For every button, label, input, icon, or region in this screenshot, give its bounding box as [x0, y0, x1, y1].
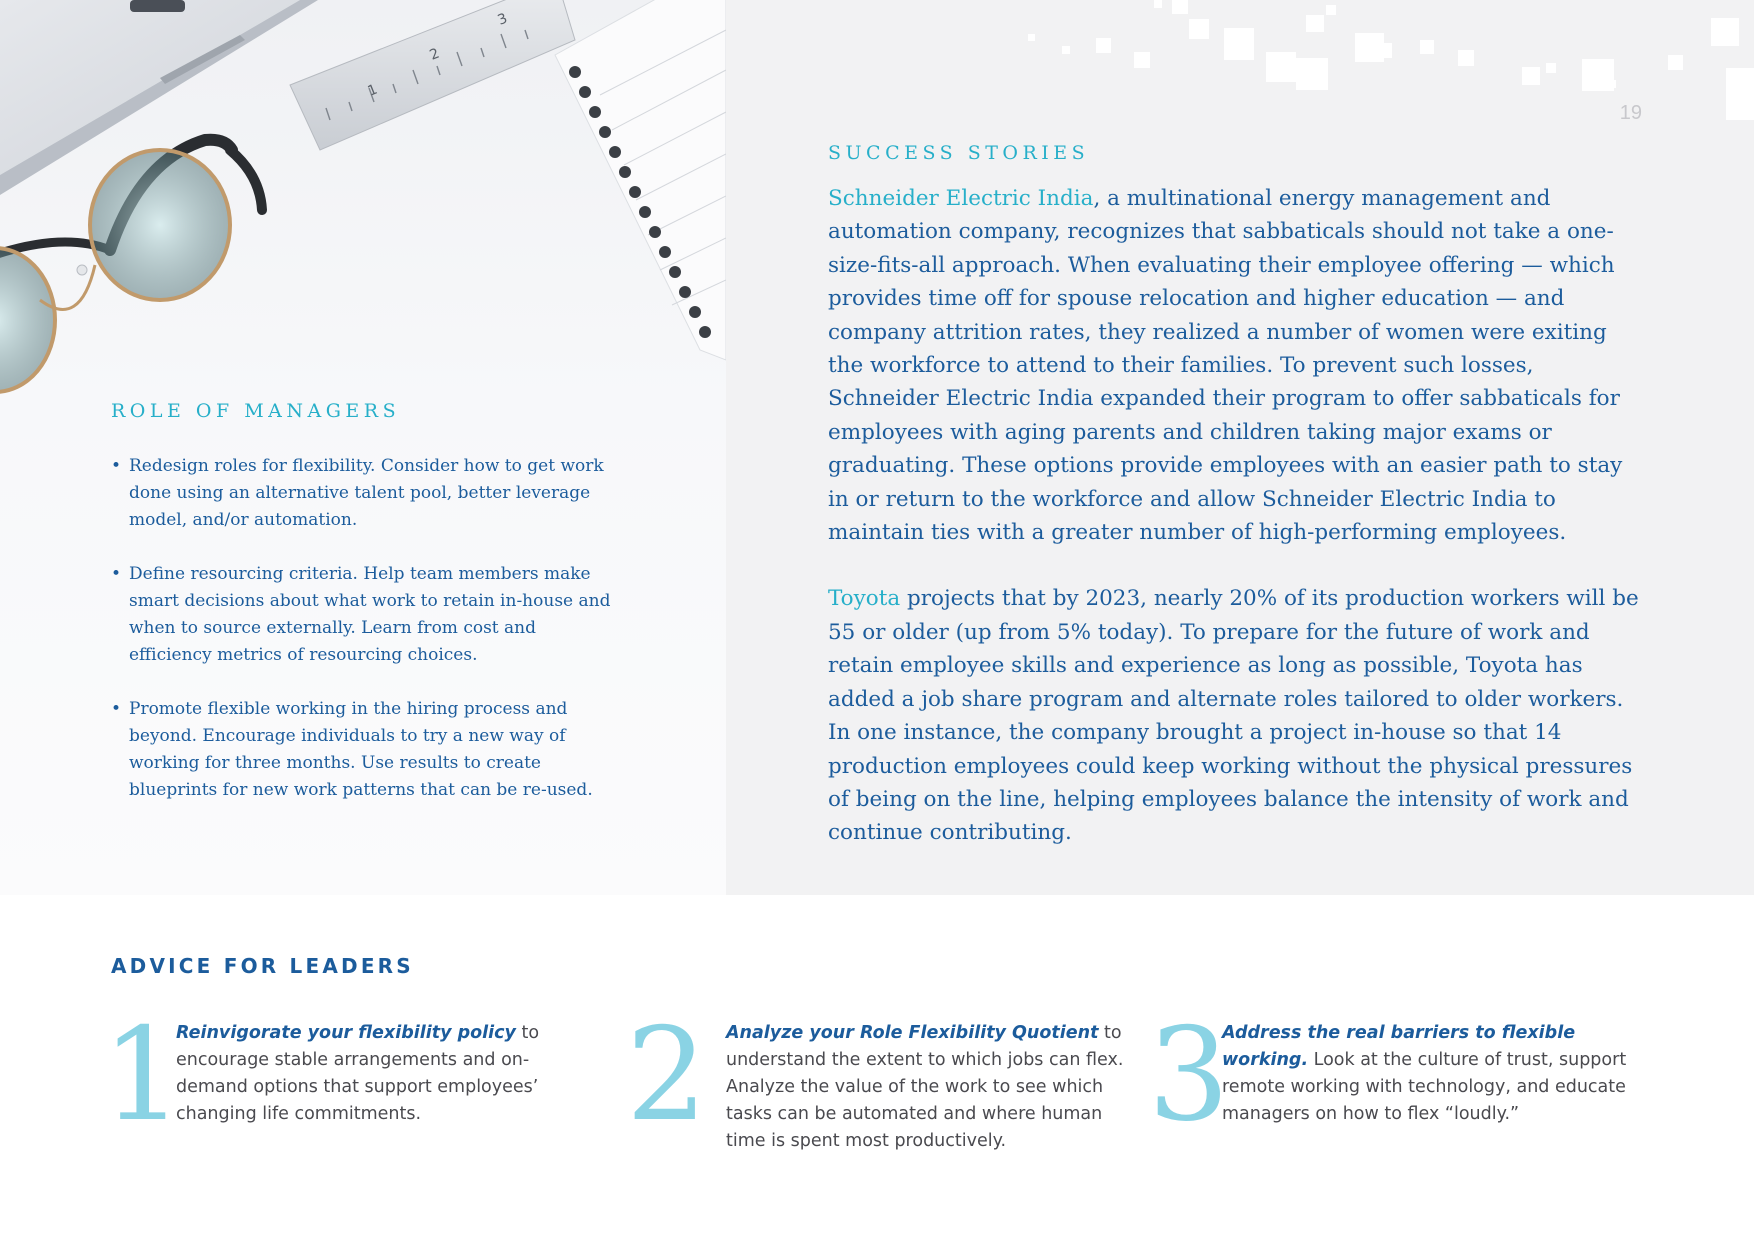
tip-number: 3: [1148, 1001, 1230, 1150]
notebook: [555, 0, 726, 360]
role-of-managers-section: [111, 400, 611, 831]
tip-body: to encourage stable arrangements and on-demand options that support employees’ changing life commitments.: [176, 1023, 540, 1124]
tip-number: 2: [626, 1001, 708, 1150]
tip-lead: Analyze your Role Flexibility Quotient: [726, 1023, 1099, 1043]
tip-lead: Reinvigorate your flexibility policy: [176, 1023, 516, 1043]
advice-tip: [102, 1001, 596, 1150]
ruler: [290, 0, 575, 150]
advice-for-leaders-heading: ADVICE FOR LEADERS: [111, 954, 414, 978]
story-text: projects that by 2023, nearly 20% of its production workers will be 55 or older (up from 5% today). To prepare for the future of work and retain employee skills and experience as long as possible, Toyota has added a job share program and alternate roles tailored to older workers. In one instance, the company brought a project in-house so that 14 production employees could keep working without the physical pressures of being on the line, helping employees balance the intensity of work and continue contributing.: [828, 586, 1639, 846]
list-item: • Define resourcing criteria. Help team members make smart decisions about what work to retain in-house and when to source externally. Learn from cost and efficiency metrics of resourcing choices.: [111, 561, 611, 669]
tip-body: Look at the culture of trust, support remote working with technology, and educate managers on how to flex “loudly.”: [1222, 1050, 1627, 1124]
story-toyota: [828, 582, 1648, 849]
role-of-managers-heading: ROLE OF MANAGERS: [111, 400, 401, 422]
svg-text:1: 1: [365, 81, 380, 100]
list-item: • Promote flexible working in the hiring process and beyond. Encourage individuals to try a new way of working for three months. Use results to create blueprints for new work patterns that can be re-used.: [111, 696, 611, 804]
success-stories-heading: SUCCESS STORIES: [828, 142, 1090, 164]
tip-body: to understand the extent to which jobs can flex. Analyze the value of the work to see which tasks can be automated and where human time is spent most productively.: [726, 1023, 1124, 1151]
role-of-managers-list: [111, 453, 611, 804]
tip-number: 1: [102, 1001, 184, 1150]
tip-text: [1222, 1020, 1642, 1132]
tip-lead: Address the real barriers to flexible working.: [1222, 1023, 1576, 1070]
story-text: , a multinational energy management and automation company, recognizes that sabbaticals should not take a one-size-fits-all approach. When evaluating their employee offering — which provides time off for spouse relocation and higher education — and company attrition rates, they realized a number of women were exiting the workforce to attend to their families. To prevent such losses, Schneider Electric India expanded their program to offer sabbaticals for employees with aging parents and children taking major exams or graduating. These options provide employees with an easier path to stay in or return to the workforce and allow Schneider Electric India to maintain ties with a greater number of high-performing employees.: [828, 186, 1623, 546]
success-stories-section: [828, 142, 1648, 883]
eyeglasses: [0, 140, 262, 392]
page-number: 19: [1619, 102, 1642, 124]
story-schneider: [828, 182, 1648, 549]
list-item: • Redesign roles for flexibility. Consider how to get work done using an alternative talent pool, better leverage model, and/or automation.: [111, 453, 611, 534]
advice-tip: [1148, 1001, 1642, 1150]
decorative-squares: [726, 0, 1754, 140]
story-company-name: Schneider Electric India: [828, 186, 1094, 211]
svg-text:2: 2: [427, 45, 442, 64]
tip-text: [726, 1020, 1146, 1155]
svg-text:3: 3: [495, 10, 510, 29]
advice-tip: [626, 1001, 1146, 1155]
story-company-name: Toyota: [828, 586, 901, 612]
tip-text: [176, 1020, 596, 1132]
